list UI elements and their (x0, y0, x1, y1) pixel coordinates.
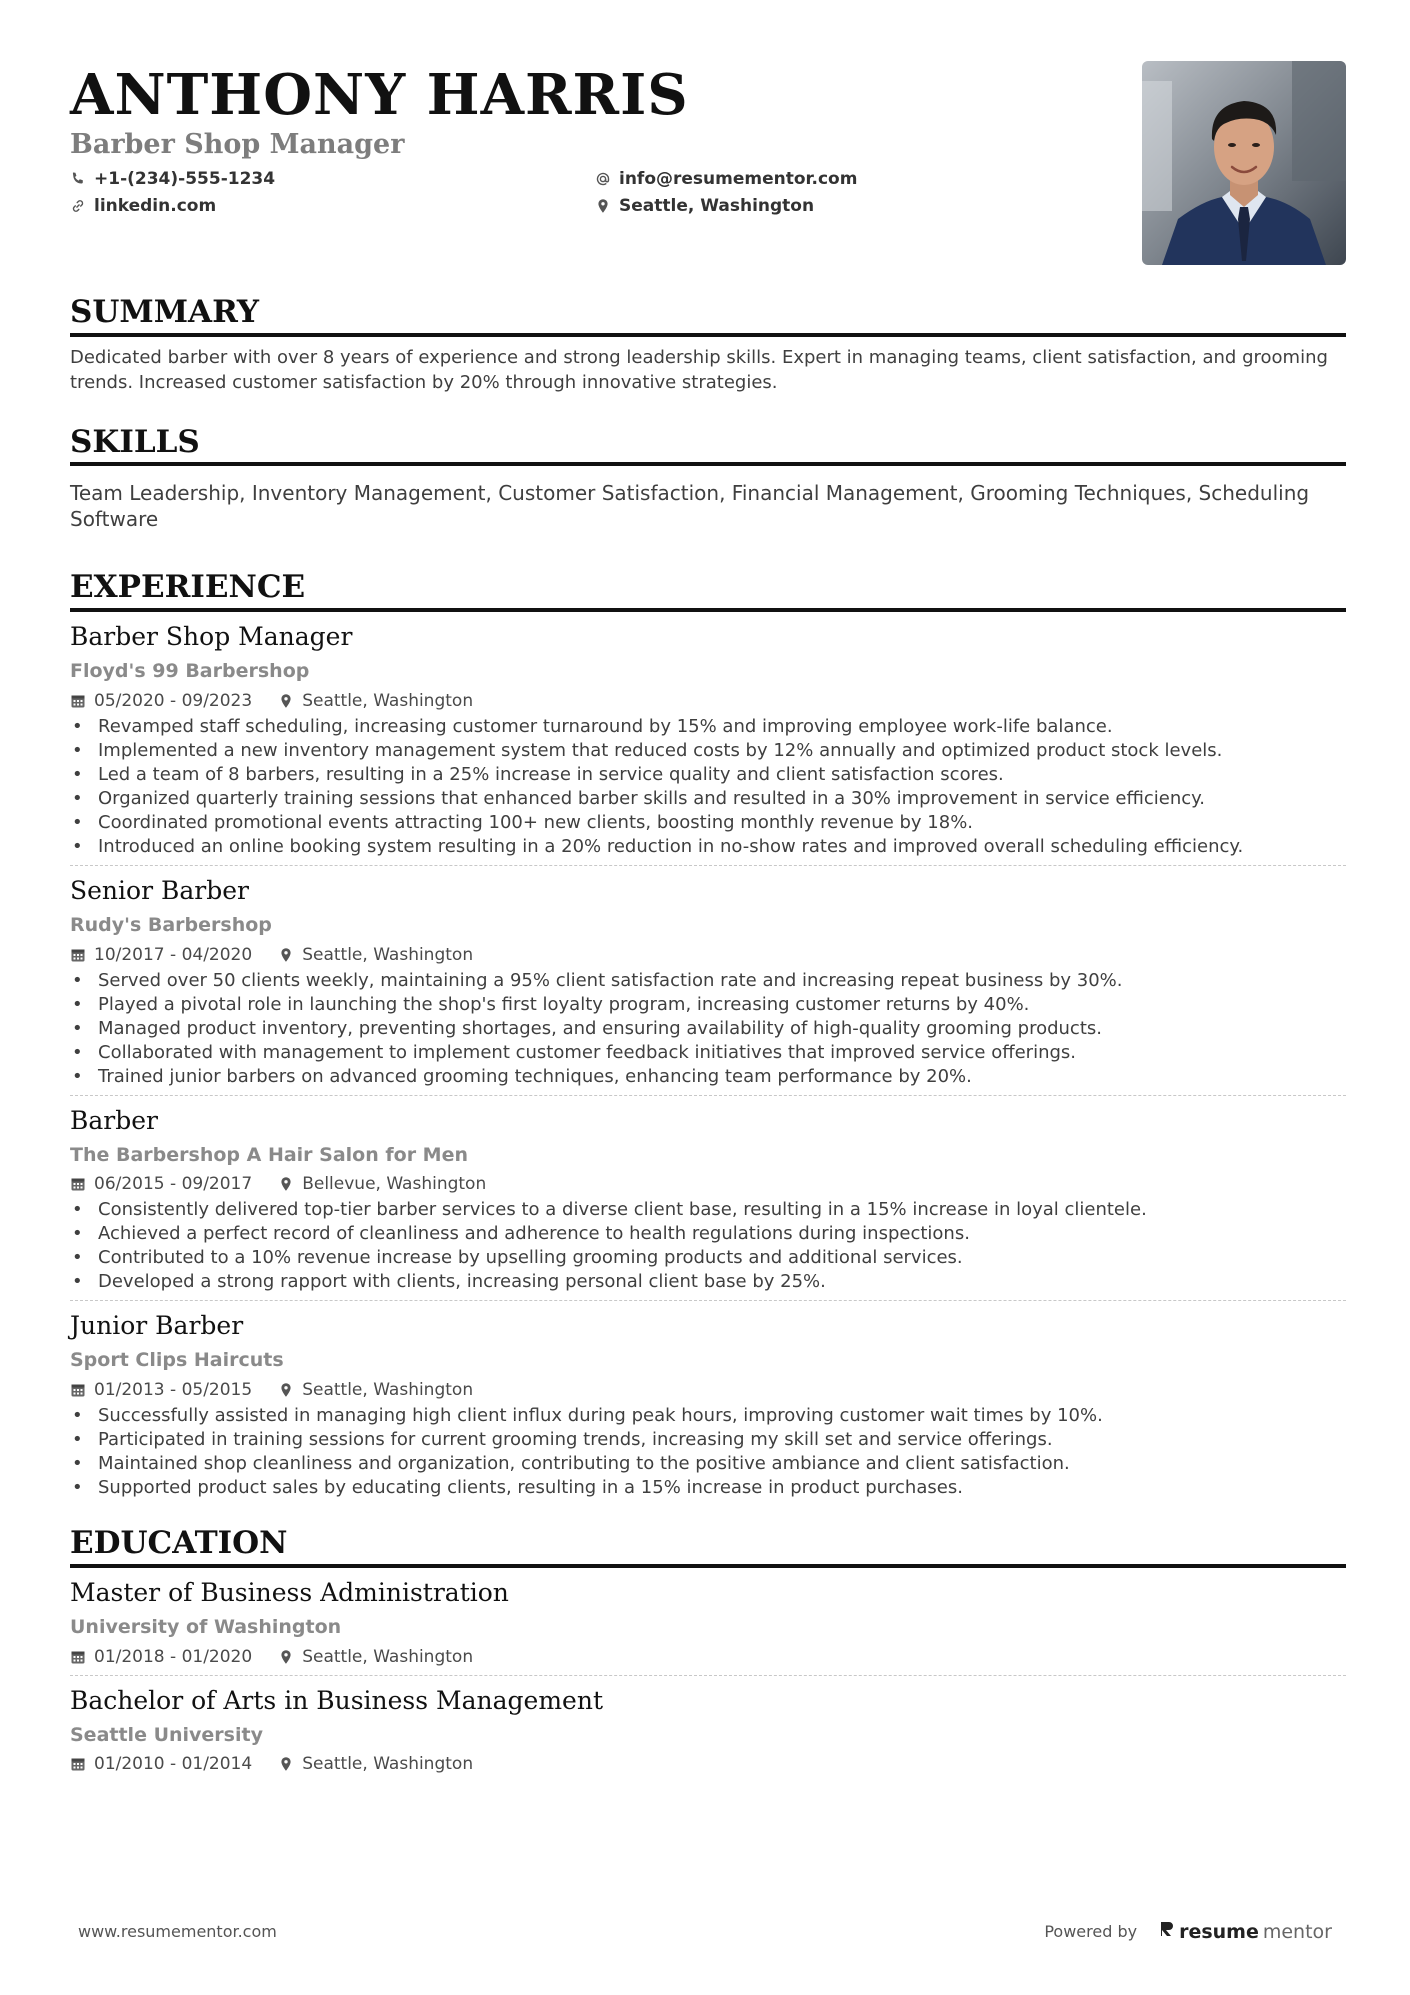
job-location (278, 943, 473, 967)
location-pin-icon (278, 693, 294, 709)
experience-section (70, 570, 1346, 1500)
contact-phone (70, 167, 595, 190)
education-meta (70, 1752, 1346, 1776)
bullet-item: • Played a pivotal role in launching the shop's first loyalty program, increasing customer returns by 40%. (72, 993, 1030, 1015)
experience-entry (70, 612, 1346, 859)
calendar-icon (70, 1649, 86, 1665)
bullet-item: • Achieved a perfect record of cleanliness and adherence to health regulations during inspections. (72, 1223, 970, 1245)
job-location-text: Seattle, Washington (302, 690, 474, 711)
contact-email (595, 167, 995, 190)
job-dates (70, 689, 252, 713)
degree-title: Master of Business Administration (70, 1577, 509, 1607)
education-dates-text: 01/2018 - 01/2020 (94, 1646, 253, 1667)
school-name: Seattle University (70, 1723, 263, 1746)
bullet-item: • Developed a strong rapport with clients, increasing personal client base by 25%. (72, 1271, 826, 1293)
job-location (278, 689, 473, 713)
bullet-item: • Participated in training sessions for current grooming trends, increasing my skill set and service offerings. (72, 1429, 1053, 1451)
bullet-item: • Successfully assisted in managing high client influx during peak hours, improving customer wait times by 10%. (72, 1405, 1103, 1427)
education-dates (70, 1752, 252, 1776)
skills-text: Team Leadership, Inventory Management, Customer Satisfaction, Financial Management, Grooming Techniques, Scheduling Software (70, 481, 1310, 532)
location-pin-icon (278, 947, 294, 963)
education-location-text: Seattle, Washington (302, 1754, 474, 1775)
brand-mark-icon (1159, 1920, 1175, 1943)
contact-linkedin (70, 194, 595, 217)
page-footer (78, 1920, 1332, 1943)
location-pin-icon (278, 1176, 294, 1192)
bullet-item: • Led a team of 8 barbers, resulting in a 25% increase in service quality and client satisfaction scores. (72, 763, 1004, 785)
job-title: Barber Shop Manager (70, 621, 353, 651)
calendar-icon (70, 693, 86, 709)
summary-heading: SUMMARY (70, 295, 1346, 337)
bullet-item: • Trained junior barbers on advanced grooming techniques, enhancing team performance by 20%. (72, 1065, 972, 1087)
experience-entry (70, 1300, 1346, 1500)
candidate-role: Barber Shop Manager (70, 129, 405, 160)
summary-text: Dedicated barber with over 8 years of experience and strong leadership skills. Expert in managing teams, client satisfaction, and grooming trends. Increased customer satisfaction by 20% through innovative strategies. (70, 346, 1328, 393)
bullet-item: • Maintained shop cleanliness and organization, contributing to the positive ambiance and client satisfaction. (72, 1453, 1070, 1475)
phone-icon (70, 171, 86, 187)
contact-linkedin-text: linkedin.com (94, 195, 217, 216)
job-title: Junior Barber (70, 1311, 244, 1341)
calendar-icon (70, 1382, 86, 1398)
link-icon (70, 198, 86, 214)
calendar-icon (70, 947, 86, 963)
contact-location-text: Seattle, Washington (619, 195, 815, 216)
job-location (278, 1378, 473, 1402)
bullet-item: • Introduced an online booking system resulting in a 20% reduction in no-show rates and improved overall scheduling efficiency. (72, 835, 1244, 857)
job-bullets (70, 1404, 1346, 1500)
job-dates (70, 1172, 252, 1196)
job-bullets (70, 969, 1346, 1089)
education-meta (70, 1645, 1346, 1669)
job-meta (70, 1172, 1346, 1196)
job-location-text: Seattle, Washington (302, 1380, 474, 1401)
job-dates-text: 10/2017 - 04/2020 (94, 944, 253, 965)
bullet-item: • Supported product sales by educating clients, resulting in a 15% increase in product purchases. (72, 1477, 963, 1499)
education-heading: EDUCATION (70, 1526, 1346, 1568)
profile-photo (1142, 61, 1346, 265)
experience-entry (70, 1095, 1346, 1295)
bullet-item: • Revamped staff scheduling, increasing customer turnaround by 15% and improving employee work-life balance. (72, 715, 1113, 737)
school-name: University of Washington (70, 1615, 342, 1638)
job-bullets (70, 1198, 1346, 1294)
candidate-name: ANTHONY HARRIS (70, 62, 689, 128)
location-pin-icon (595, 198, 611, 214)
education-entry (70, 1675, 1346, 1777)
resume-header (70, 55, 1346, 295)
contact-email-text: info@resumementor.com (619, 168, 858, 189)
job-dates (70, 1378, 252, 1402)
employer-name: Floyd's 99 Barbershop (70, 659, 310, 682)
job-dates (70, 943, 252, 967)
experience-entry (70, 865, 1346, 1089)
education-location (278, 1645, 473, 1669)
job-meta (70, 1378, 1346, 1402)
bullet-item: • Implemented a new inventory management system that reduced costs by 12% annually and optimized product stock levels. (72, 739, 1223, 761)
contact-phone-text: +1-(234)-555-1234 (94, 168, 276, 189)
employer-name: Sport Clips Haircuts (70, 1349, 284, 1372)
calendar-icon (70, 1176, 86, 1192)
job-location (278, 1172, 486, 1196)
powered-by-label: Powered by (1044, 1922, 1138, 1941)
job-dates-text: 06/2015 - 09/2017 (94, 1174, 253, 1195)
employer-name: The Barbershop A Hair Salon for Men (70, 1143, 468, 1166)
bullet-item: • Contributed to a 10% revenue increase by upselling grooming products and additional services. (72, 1247, 963, 1269)
resume-page (70, 55, 1346, 1776)
bullet-item: • Coordinated promotional events attracting 100+ new clients, boosting monthly revenue by 18%. (72, 811, 974, 833)
bullet-item: • Served over 50 clients weekly, maintaining a 95% client satisfaction rate and increasing repeat business by 30%. (72, 969, 1123, 991)
education-dates (70, 1645, 252, 1669)
brand-name-light: mentor (1262, 1920, 1332, 1943)
experience-heading: EXPERIENCE (70, 570, 1346, 612)
bullet-item: • Organized quarterly training sessions that enhanced barber skills and resulted in a 30% improvement in service efficiency. (72, 787, 1205, 809)
job-location-text: Seattle, Washington (302, 944, 474, 965)
brand-name-bold: resume (1179, 1920, 1259, 1943)
job-title: Senior Barber (70, 875, 249, 905)
job-location-text: Bellevue, Washington (302, 1174, 487, 1195)
education-entry (70, 1568, 1346, 1669)
education-location-text: Seattle, Washington (302, 1646, 474, 1667)
job-meta (70, 943, 1346, 967)
skills-section (70, 425, 1346, 533)
location-pin-icon (278, 1756, 294, 1772)
bullet-item: • Collaborated with management to implement customer feedback initiatives that improved service offerings. (72, 1041, 1077, 1063)
location-pin-icon (278, 1382, 294, 1398)
location-pin-icon (278, 1649, 294, 1665)
job-dates-text: 05/2020 - 09/2023 (94, 690, 253, 711)
education-location (278, 1752, 473, 1776)
education-section (70, 1526, 1346, 1776)
skills-heading: SKILLS (70, 425, 1346, 467)
job-meta (70, 689, 1346, 713)
bullet-item: • Managed product inventory, preventing shortages, and ensuring availability of high-quality grooming products. (72, 1017, 1102, 1039)
at-icon (595, 171, 611, 187)
powered-by (1044, 1920, 1332, 1943)
degree-title: Bachelor of Arts in Business Management (70, 1685, 603, 1715)
employer-name: Rudy's Barbershop (70, 913, 272, 936)
education-dates-text: 01/2010 - 01/2014 (94, 1754, 253, 1775)
calendar-icon (70, 1756, 86, 1772)
contact-location (595, 194, 995, 217)
job-bullets (70, 715, 1346, 859)
footer-website-link[interactable]: www.resumementor.com (78, 1922, 277, 1941)
brand-logo[interactable] (1159, 1920, 1332, 1943)
summary-section (70, 295, 1346, 395)
job-title: Barber (70, 1105, 158, 1135)
job-dates-text: 01/2013 - 05/2015 (94, 1380, 253, 1401)
bullet-item: • Consistently delivered top-tier barber services to a diverse client base, resulting in a 15% increase in loyal clientele. (72, 1199, 1147, 1221)
